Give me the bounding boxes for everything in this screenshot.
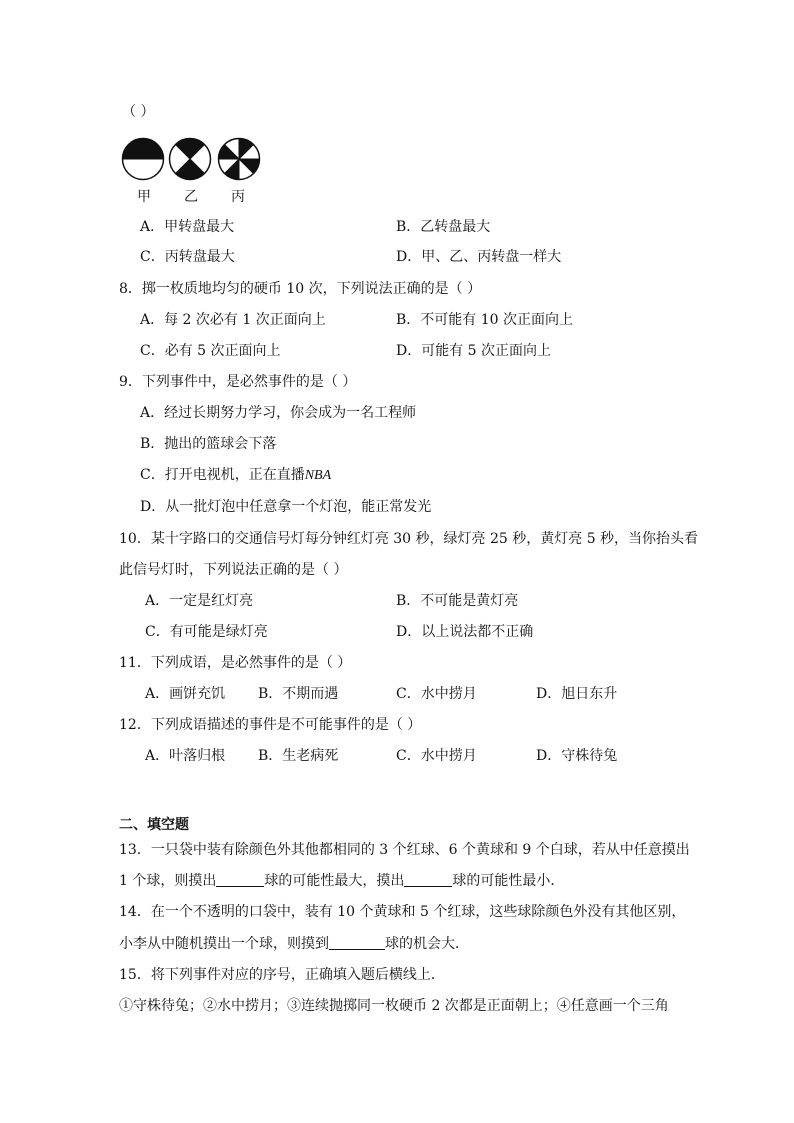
q13-line1: 13．一只袋中装有除颜色外其他都相同的 3 个红球、6 个黄球和 9 个白球，若从中任意摸出 xyxy=(119,842,690,858)
q13-blank-2[interactable] xyxy=(404,872,452,887)
q14-text-b: 球的机会大． xyxy=(385,936,469,952)
q15-line1: 15．将下列事件对应的序号，正确填入题后横线上． xyxy=(119,967,445,983)
q7-option-b: B．乙转盘最大 xyxy=(396,219,491,235)
q12-option-b: B．生老病死 xyxy=(258,748,339,764)
q11-option-b: B．不期而遇 xyxy=(258,686,339,702)
q12-option-a: A．叶落归根 xyxy=(145,748,226,764)
q11-option-a: A．画饼充饥 xyxy=(145,686,226,702)
q9-option-d: D．从一批灯泡中任意拿一个灯泡，能正常发光 xyxy=(140,499,432,515)
q13-blank-1[interactable] xyxy=(216,872,264,887)
q11-option-c: C．水中捞月 xyxy=(396,686,477,702)
q8-option-a: A．每 2 次必有 1 次正面向上 xyxy=(140,312,326,328)
spinner-bing xyxy=(219,139,260,180)
q15-line2: ①守株待兔；②水中捞月；③连续抛掷同一枚硬币 2 次都是正面朝上；④任意画一个三角 xyxy=(119,998,669,1014)
q12-stem: 12．下列成语描述的事件是不可能事件的是（ ） xyxy=(119,717,422,733)
q14-text-a: 小李从中随机摸出一个球，则摸到 xyxy=(119,936,329,952)
q10-option-a: A．一定是红灯亮 xyxy=(145,593,254,609)
q9-option-c-text: C．打开电视机，正在直播 xyxy=(140,467,305,483)
q9-option-a: A．经过长期努力学习，你会成为一名工程师 xyxy=(140,405,417,421)
q8-option-c: C．必有 5 次正面向上 xyxy=(140,343,281,359)
q13-line2 xyxy=(119,871,564,891)
q7-option-a: A．甲转盘最大 xyxy=(140,219,235,235)
q13-text-c: 球的可能性最小． xyxy=(452,873,565,889)
q8-stem: 8．掷一枚质地均匀的硬币 10 次，下列说法正确的是（ ） xyxy=(119,281,482,297)
q9-option-c-nba: NBA xyxy=(304,468,332,483)
q14-line1: 14．在一个不透明的口袋中，装有 10 个黄球和 5 个红球，这些球除颜色外没有其他区别， xyxy=(119,904,686,920)
q10-stem-line2: 此信号灯时，下列说法正确的是（ ） xyxy=(119,562,348,578)
q10-stem-line1: 10．某十字路口的交通信号灯每分钟红灯亮 30 秒，绿灯亮 25 秒，黄灯亮 5 秒，当你抬头看 xyxy=(119,531,699,547)
q7-option-d: D．甲、乙、丙转盘一样大 xyxy=(396,249,562,265)
spinner-yi xyxy=(170,138,211,179)
q13-text-a: 1 个球，则摸出 xyxy=(119,873,217,889)
spinner-label-yi: 乙 xyxy=(184,189,198,205)
q12-option-d: D．守株待兔 xyxy=(536,748,618,764)
q14-blank-1[interactable] xyxy=(329,935,385,950)
section-title-fill-in: 二、填空题 xyxy=(119,817,189,833)
q10-option-d: D．以上说法都不正确 xyxy=(396,624,534,640)
spinner-jia xyxy=(123,139,164,180)
q12-option-c: C．水中捞月 xyxy=(396,748,477,764)
q10-option-c: C．有可能是绿灯亮 xyxy=(145,624,268,640)
spinner-figures xyxy=(121,137,271,187)
q9-option-c xyxy=(140,465,331,486)
q9-stem: 9．下列事件中，是必然事件的是（ ） xyxy=(119,374,357,390)
q13-text-b: 球的可能性最大，摸出 xyxy=(264,873,405,889)
q9-option-b: B．抛出的篮球会下落 xyxy=(140,436,277,452)
q7-paren: （ ） xyxy=(122,104,155,120)
q8-option-d: D．可能有 5 次正面向上 xyxy=(396,343,552,359)
spinner-label-jia: 甲 xyxy=(137,189,151,205)
q7-option-c: C．丙转盘最大 xyxy=(140,249,235,265)
q11-option-d: D．旭日东升 xyxy=(536,686,618,702)
spinner-label-bing: 丙 xyxy=(231,189,245,205)
q8-option-b: B．不可能有 10 次正面向上 xyxy=(396,312,574,328)
q14-line2 xyxy=(119,934,469,954)
q10-option-b: B．不可能是黄灯亮 xyxy=(396,593,519,609)
q11-stem: 11．下列成语，是必然事件的是（ ） xyxy=(119,655,352,671)
